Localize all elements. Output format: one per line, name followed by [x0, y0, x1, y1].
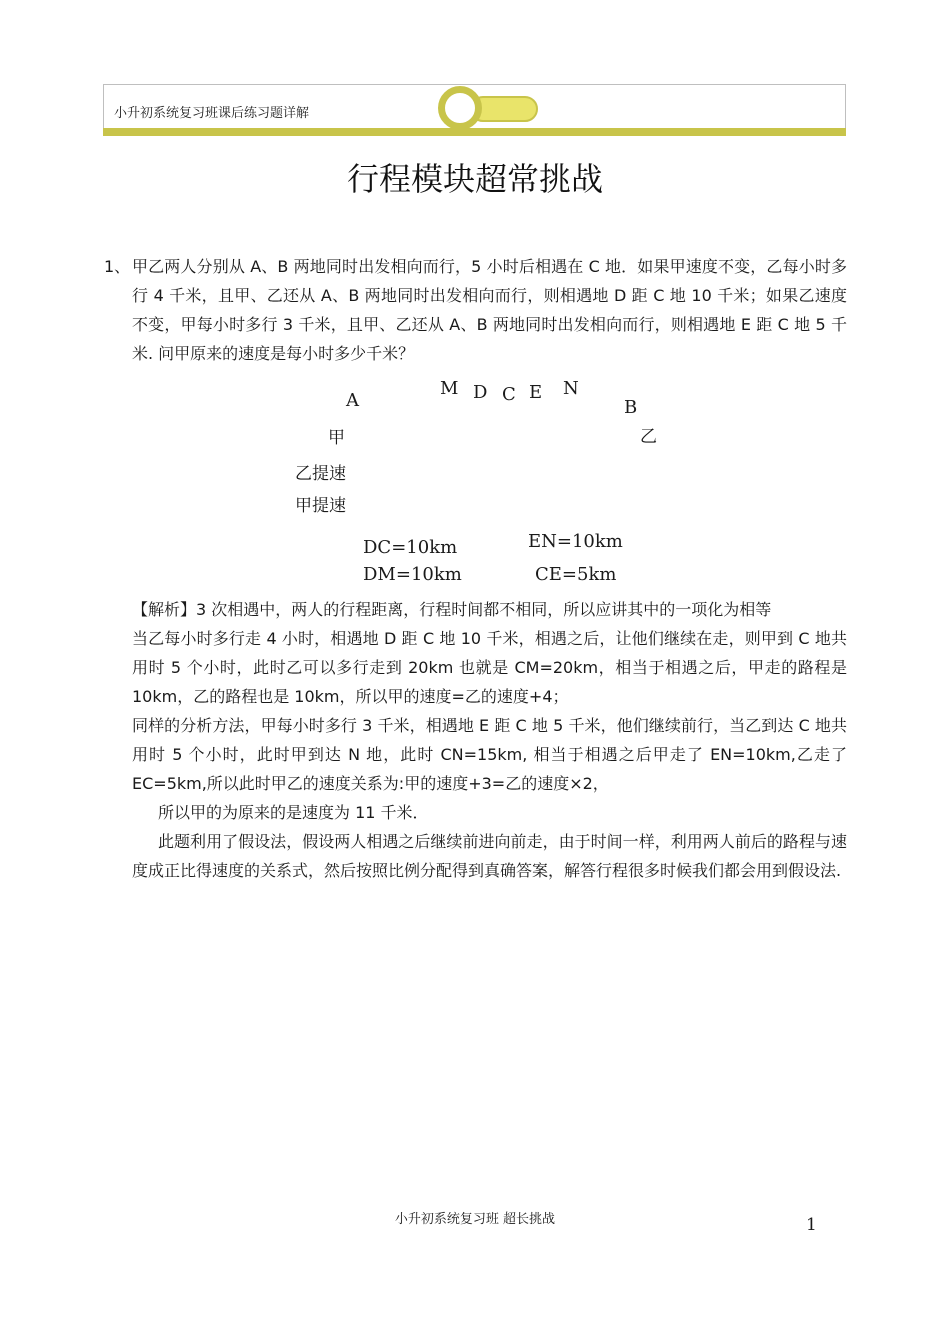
diagram-point-m: M	[440, 378, 459, 399]
question-number: 1、	[104, 257, 131, 276]
diagram-jia-speedup-label: 甲提速	[295, 496, 346, 516]
diagram-point-a: A	[346, 390, 359, 411]
analysis-paragraph	[132, 595, 847, 624]
diagram-dc-distance: DC=10km	[363, 537, 458, 558]
analysis-p3: 同样的分析方法，甲每小时多行 3 千米，相遇地 E 距 C 地 5 千米，他们继续前行，当乙到达 C 地共用时 5 个小时，此时甲到达 N 地，此时 CN=15km, 相当于相遇之后甲走了 EN=10km,乙走了 EC=5km,所以此时甲乙的速度关系为:甲的速度+3=乙的速度×2，	[132, 716, 847, 793]
header-ring-decoration	[438, 86, 482, 130]
analysis-section	[132, 595, 847, 885]
diagram-yi-speedup-label: 乙提速	[295, 464, 346, 484]
analysis-p5: 此题利用了假设法，假设两人相遇之后继续前进向前走，由于时间一样，利用两人前后的路程与速度成正比得速度的关系式，然后按照比例分配得到真确答案，解答行程很多时候我们都会用到假设法.	[132, 832, 847, 880]
diagram-point-d: D	[473, 382, 488, 403]
analysis-lead: 【解析】	[132, 600, 197, 619]
analysis-p2: 当乙每小时多行走 4 小时，相遇地 D 距 C 地 10 千米，相遇之后，让他们继续在走，则甲到 C 地共用时 5 个小时，此时乙可以多行走到 20km 也就是 CM=20km，相当于相遇之后，甲走的路程是 10km，乙的路程也是 10km，所以甲的速度=乙的速度+4；	[132, 629, 847, 706]
diagram-yi-label: 乙	[640, 427, 657, 447]
diagram-ce-distance: CE=5km	[535, 564, 617, 585]
diagram-point-e: E	[529, 382, 543, 403]
diagram-point-n: N	[563, 378, 579, 399]
footer-text: 小升初系统复习班 超长挑战	[394, 1212, 556, 1227]
running-title: 小升初系统复习班课后练习题详解	[114, 106, 310, 121]
header-accent-bar	[103, 128, 846, 136]
diagram-jia-label: 甲	[328, 428, 345, 448]
diagram-point-c: C	[502, 384, 516, 405]
page-number: 1	[806, 1215, 817, 1235]
diagram-dm-distance: DM=10km	[363, 564, 462, 585]
diagram-point-b: B	[624, 397, 638, 418]
analysis-p4: 所以甲的为原来的是速度为 11 千米．	[158, 803, 429, 822]
diagram-en-distance: EN=10km	[528, 531, 623, 552]
analysis-p1: 3 次相遇中，两人的行程距离，行程时间都不相同，所以应讲其中的一项化为相等	[196, 600, 772, 619]
question-text: 甲乙两人分别从 A、B 两地同时出发相向而行，5 小时后相遇在 C 地．如果甲速度不变，乙每小时多行 4 千米，且甲、乙还从 A、B 两地同时出发相向而行，则相遇地 D 距 C 地 10 千米；如果乙速度不变，甲每小时多行 3 千米，且甲、乙还从 A、B 两地同时出发相向而行，则相遇地 E 距 C 地 5 千米. 问甲原来的速度是每小时多少千米？	[132, 257, 847, 363]
page-title: 行程模块超常挑战	[346, 160, 603, 198]
